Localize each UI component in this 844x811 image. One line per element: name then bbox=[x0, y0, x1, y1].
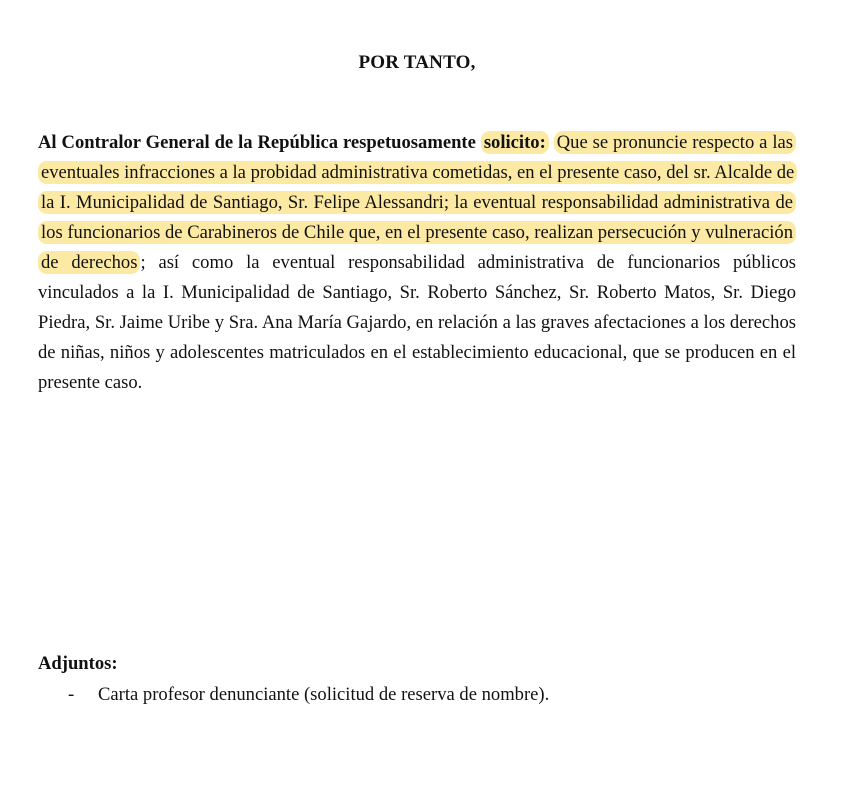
attachments-title: Adjuntos: bbox=[38, 653, 118, 674]
request-rest-text: ; así como la eventual responsabilidad administrativa de funcionarios públicos vinculados a la I. Municipalidad de Santiago, Sr. Roberto Sánchez, Sr. Roberto Matos, Sr. Diego Piedra, Sr. Jaime Uribe y Sra. Ana María Gajardo, en relación a las graves afectaciones a los derechos de niñas, niños y adolescentes matriculados en el establecimiento educacional, que se producen en el presente caso. bbox=[38, 251, 796, 393]
section-heading: POR TANTO, bbox=[358, 52, 476, 73]
addressee-text: Al Contralor General de la República respetuosamente bbox=[38, 131, 476, 153]
highlighted-request-text[interactable]: Que se pronuncie respecto a las eventuales infracciones a la probidad administrativa cometidas, en el presente caso, del sr. Alcalde de la I. Municipalidad de Santiago, Sr. Felipe Alessandri; la eventual responsabilidad administrativa de los funcionarios de Carabineros de Chile que, en el presente caso, realizan persecución y vulneración de derechos bbox=[38, 131, 797, 274]
attachments-list bbox=[38, 684, 549, 706]
highlighted-request-label[interactable]: solicito: bbox=[481, 131, 549, 154]
attachment-text: Carta profesor denunciante (solicitud de reserva de nombre). bbox=[98, 684, 550, 705]
list-bullet: - bbox=[68, 684, 75, 705]
attachment-item bbox=[38, 684, 549, 706]
request-paragraph bbox=[38, 128, 796, 398]
